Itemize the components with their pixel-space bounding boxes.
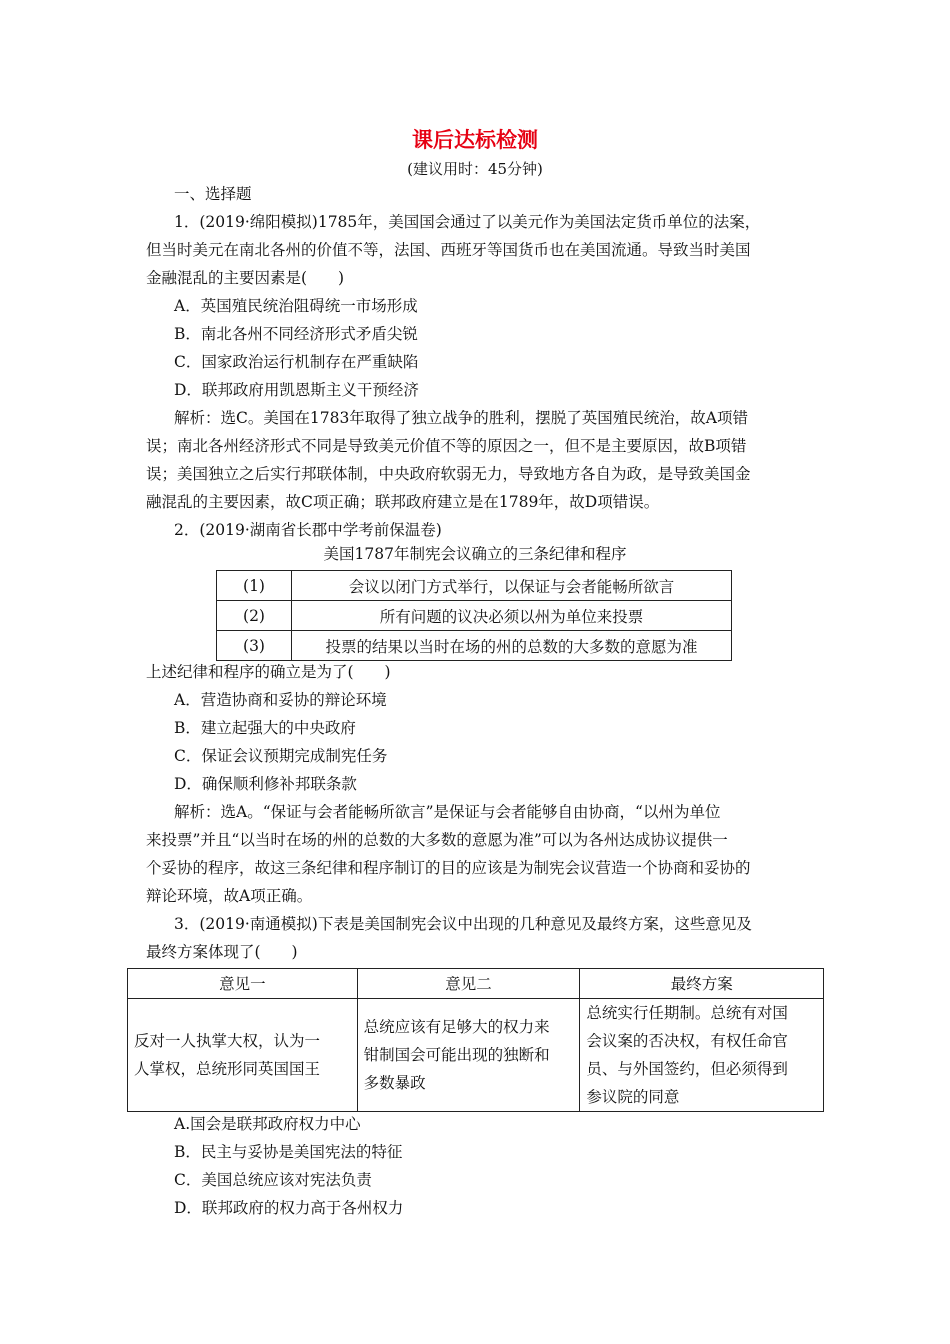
cell-line: 参议院的同意 bbox=[586, 1088, 680, 1106]
table-cell-num: (2) bbox=[217, 601, 292, 631]
cell-line: 钳制国会可能出现的独断和 bbox=[363, 1046, 550, 1064]
q3-option-c: C．美国总统应该对宪法负责 bbox=[174, 1171, 372, 1189]
q2-option-a: A．营造协商和妥协的辩论环境 bbox=[174, 691, 387, 709]
q2-analysis-line: 辩论环境，故A项正确。 bbox=[146, 887, 313, 905]
page-subtitle: (建议用时：45分钟) bbox=[407, 160, 543, 178]
cell-line: 总统实行任期制。总统有对国 bbox=[586, 1004, 788, 1022]
table-row bbox=[128, 999, 824, 1112]
table-cell bbox=[357, 999, 580, 1112]
table-cell-text: 会议以闭门方式举行，以保证与会者能畅所欲言 bbox=[292, 571, 732, 601]
cell-line: 反对一人执掌大权，认为一 bbox=[134, 1032, 321, 1050]
q3-stem-line: 最终方案体现了( ) bbox=[146, 943, 298, 961]
table-cell-text: 投票的结果以当时在场的州的总数的大多数的意愿为准 bbox=[292, 631, 732, 661]
q1-stem-line: 1．(2019·绵阳模拟)1785年，美国国会通过了以美元作为美国法定货币单位的法案， bbox=[174, 213, 761, 231]
q2-option-d: D．确保顺利修补邦联条款 bbox=[174, 775, 357, 793]
q1-stem-line: 金融混乱的主要因素是( ) bbox=[146, 269, 345, 287]
cell-line: 员、与外国签约，但必须得到 bbox=[586, 1060, 788, 1078]
q1-analysis-line: 融混乱的主要因素，故C项正确；联邦政府建立是在1789年，故D项错误。 bbox=[146, 493, 660, 511]
q3-option-d: D．联邦政府的权力高于各州权力 bbox=[174, 1199, 404, 1217]
q1-option-a: A．英国殖民统治阻碍统一市场形成 bbox=[174, 297, 418, 315]
q2-analysis-line: 来投票”并且“以当时在场的州的总数的大多数的意愿为准”可以为各州达成协议提供一 bbox=[146, 831, 728, 849]
q3-stem-line: 3．(2019·南通模拟)下表是美国制宪会议中出现的几种意见及最终方案，这些意见及 bbox=[174, 915, 752, 933]
table-header-cell: 意见二 bbox=[357, 969, 580, 999]
q2-analysis-line: 解析：选A。“保证与会者能畅所欲言”是保证与会者能够自由协商，“以州为单位 bbox=[174, 803, 721, 821]
table-row bbox=[217, 601, 732, 631]
q2-option-b: B．建立起强大的中央政府 bbox=[174, 719, 356, 737]
table-header-cell: 最终方案 bbox=[580, 969, 824, 999]
table-row bbox=[217, 631, 732, 661]
q2-rules-table bbox=[216, 570, 732, 661]
page-title: 课后达标检测 bbox=[412, 128, 538, 152]
table-cell bbox=[580, 999, 824, 1112]
table-header-cell: 意见一 bbox=[128, 969, 358, 999]
q1-analysis-line: 误；南北各州经济形式不同是导致美元价值不等的原因之一，但不是主要原因，故B项错 bbox=[146, 437, 747, 455]
table-cell bbox=[128, 999, 358, 1112]
q1-stem-line: 但当时美元在南北各州的价值不等，法国、西班牙等国货币也在美国流通。导致当时美国 bbox=[146, 241, 751, 259]
cell-line: 会议案的否决权，有权任命官 bbox=[586, 1032, 788, 1050]
cell-line: 人掌权，总统形同英国国王 bbox=[134, 1060, 321, 1078]
cell-line: 总统应该有足够大的权力来 bbox=[363, 1018, 550, 1036]
q2-table-caption: 美国1787年制宪会议确立的三条纪律和程序 bbox=[323, 545, 627, 563]
q2-question: 上述纪律和程序的确立是为了( ) bbox=[146, 663, 391, 681]
q1-option-d: D．联邦政府用凯恩斯主义干预经济 bbox=[174, 381, 419, 399]
q1-analysis-line: 解析：选C。美国在1783年取得了独立战争的胜利，摆脱了英国殖民统治，故A项错 bbox=[174, 409, 749, 427]
q3-option-a: A.国会是联邦政府权力中心 bbox=[174, 1115, 361, 1133]
table-row bbox=[217, 571, 732, 601]
q3-option-b: B．民主与妥协是美国宪法的特征 bbox=[174, 1143, 403, 1161]
cell-line: 多数暴政 bbox=[363, 1074, 426, 1092]
q1-option-c: C．国家政治运行机制存在严重缺陷 bbox=[174, 353, 419, 371]
q2-stem: 2．(2019·湖南省长郡中学考前保温卷) bbox=[174, 521, 442, 539]
q1-option-b: B．南北各州不同经济形式矛盾尖锐 bbox=[174, 325, 418, 343]
table-cell-text: 所有问题的议决必须以州为单位来投票 bbox=[292, 601, 732, 631]
table-cell-num: (3) bbox=[217, 631, 292, 661]
table-header-row bbox=[128, 969, 824, 999]
section-heading: 一、选择题 bbox=[174, 185, 252, 203]
table-cell-num: (1) bbox=[217, 571, 292, 601]
q3-opinions-table bbox=[127, 968, 824, 1112]
q2-option-c: C．保证会议预期完成制宪任务 bbox=[174, 747, 388, 765]
q1-analysis-line: 误；美国独立之后实行邦联体制，中央政府软弱无力，导致地方各自为政，是导致美国金 bbox=[146, 465, 751, 483]
q2-analysis-line: 个妥协的程序，故这三条纪律和程序制订的目的应该是为制宪会议营造一个协商和妥协的 bbox=[146, 859, 751, 877]
